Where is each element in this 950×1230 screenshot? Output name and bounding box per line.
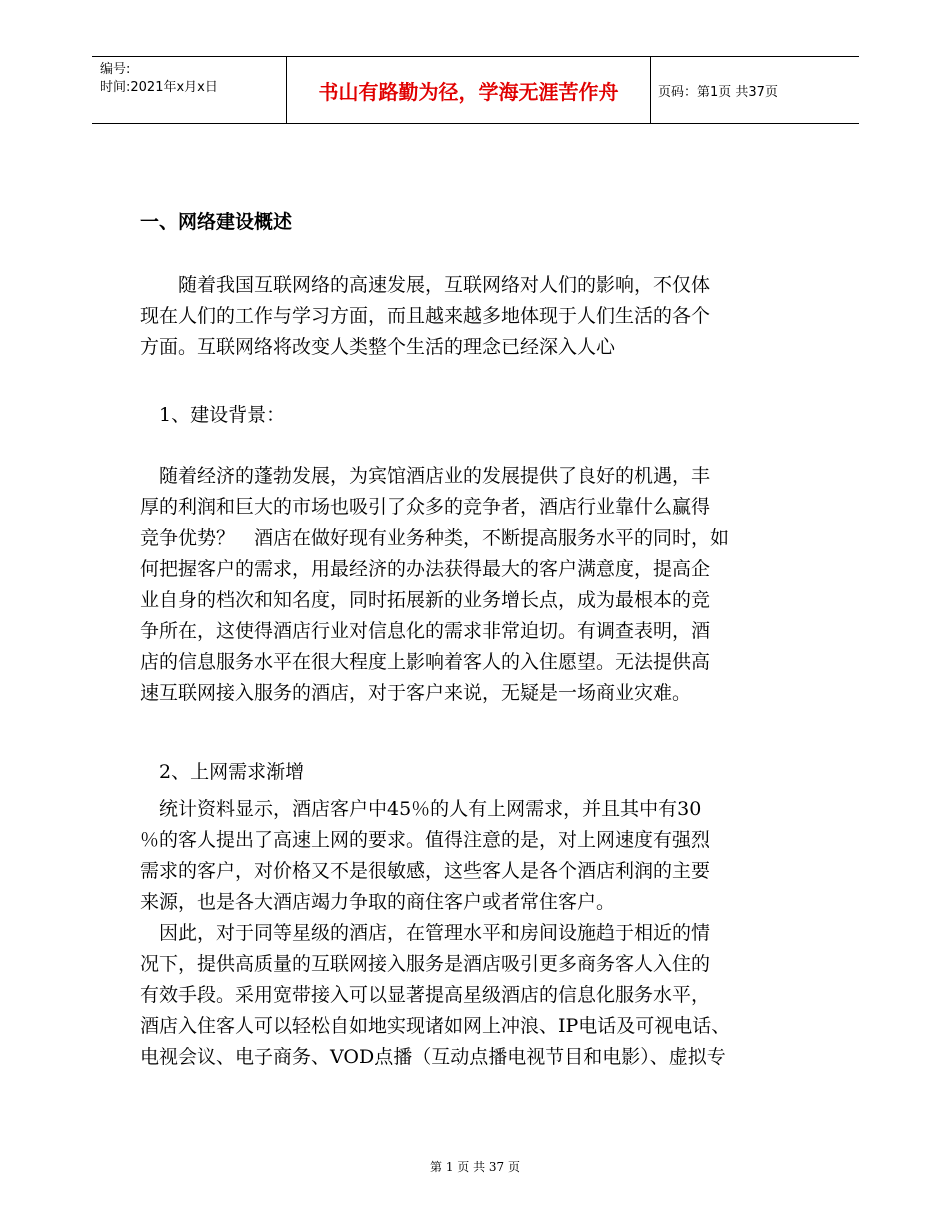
text-line: 方面。互联网络将改变人类整个生活的理念已经深入人心 bbox=[140, 336, 616, 358]
text-line: 有效手段。采用宽带接入可以显著提高星级酒店的信息化服务水平， bbox=[140, 984, 711, 1006]
text-line: 竞争优势？ 酒店在做好现有业务种类，不断提高服务水平的同时，如 bbox=[140, 527, 730, 549]
text-line: 需求的客户，对价格又不是很敏感，这些客人是各个酒店利润的主要 bbox=[140, 860, 711, 882]
subsection-title: 1、建设背景： bbox=[140, 404, 286, 426]
header-meta bbox=[92, 57, 286, 123]
text-line: 电视会议、电子商务、VOD点播（互动点播电视节目和电影）、虚拟专 bbox=[140, 1046, 726, 1068]
text-line: 酒店入住客人可以轻松自如地实现诸如网上冲浪、IP电话及可视电话、 bbox=[140, 1015, 731, 1037]
subsection-heading-1 bbox=[140, 400, 820, 431]
background-paragraph bbox=[140, 461, 820, 709]
text-line: 况下，提供高质量的互联网接入服务是酒店吸引更多商务客人入住的 bbox=[140, 953, 711, 975]
subsection-title: 2、上网需求渐增 bbox=[140, 761, 305, 783]
text-line: 速互联网接入服务的酒店，对于客户来说，无疑是一场商业灾难。 bbox=[140, 682, 692, 704]
text-line: 厚的利润和巨大的市场也吸引了众多的竞争者，酒店行业靠什么赢得 bbox=[140, 496, 711, 518]
text-line: 现在人们的工作与学习方面，而且越来越多地体现于人们生活的各个 bbox=[140, 305, 711, 327]
demand-paragraph bbox=[140, 794, 820, 1073]
section-title: 一、网络建设概述 bbox=[140, 211, 293, 233]
text-line: 争所在，这使得酒店行业对信息化的需求非常迫切。有调查表明，酒 bbox=[140, 620, 711, 642]
text-line: ％的客人提出了高速上网的要求。值得注意的是，对上网速度有强烈 bbox=[140, 829, 711, 851]
page-footer: 第 1 页 共 37 页 bbox=[430, 1160, 520, 1174]
text-line: 何把握客户的需求，用最经济的办法获得最大的客户满意度，提高企 bbox=[140, 558, 711, 580]
text-line: 随着我国互联网络的高速发展，互联网络对人们的影响，不仅体 bbox=[140, 274, 711, 296]
text-line: 统计资料显示，酒店客户中45％的人有上网需求，并且其中有30 bbox=[140, 798, 702, 820]
text-line: 来源，也是各大酒店竭力争取的商住客户或者常住客户。 bbox=[140, 891, 616, 913]
subsection-heading-2 bbox=[140, 757, 820, 788]
text-line: 店的信息服务水平在很大程度上影响着客人的入住愿望。无法提供高 bbox=[140, 651, 711, 673]
doc-number-label: 编号: bbox=[100, 62, 131, 77]
text-line: 随着经济的蓬勃发展，为宾馆酒店业的发展提供了良好的机遇，丰 bbox=[140, 465, 711, 487]
header-page-info: 页码：第1页 共37页 bbox=[658, 84, 778, 100]
doc-time-label: 时间:2021年x月x日 bbox=[100, 80, 218, 95]
text-line: 业自身的档次和知名度，同时拓展新的业务增长点，成为最根本的竞 bbox=[140, 589, 711, 611]
page-header bbox=[92, 56, 859, 124]
text-line: 因此，对于同等星级的酒店，在管理水平和房间设施趋于相近的情 bbox=[140, 922, 711, 944]
intro-paragraph bbox=[140, 270, 820, 363]
header-motto: 书山有路勤为径，学海无涯苦作舟 bbox=[286, 57, 651, 123]
